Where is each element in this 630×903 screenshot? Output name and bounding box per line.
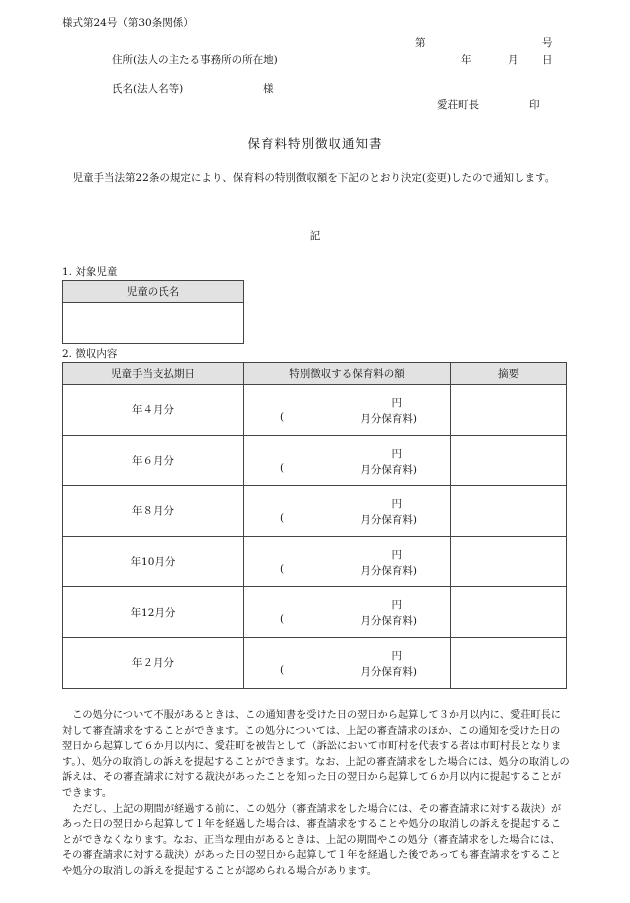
amount-cell (244, 637, 451, 688)
yen-label: 円 (391, 498, 402, 511)
remark-cell (451, 536, 567, 587)
table-row (63, 536, 567, 587)
open-paren: ( (280, 411, 285, 423)
document-title: 保育料特別徴収通知書 (247, 136, 383, 151)
honorific: 様 (263, 83, 274, 95)
open-paren: ( (280, 512, 285, 525)
col-amount: 特別徴収する保育料の額 (244, 363, 451, 385)
period-cell: 年８月分 (63, 486, 244, 537)
month-fee-label: 月分保育料) (360, 413, 417, 425)
amount-cell (244, 536, 451, 587)
intro-paragraph: 児童手当法第22条の規定により、保育料の特別徴収額を下記のとおり決定(変更)したので通知します。 (72, 172, 556, 184)
remark-cell (451, 385, 567, 436)
appeal-notice (62, 708, 570, 880)
amount-cell (244, 587, 451, 638)
notice-paragraph: ただし、上記の期間が経過する前に、この処分（審査請求をした場合には、その審査請求に対する裁決）があった日の翌日から起算して１年を経過した場合は、審査請求をすることや処分の取消しの訴えを提起することができなくなります。なお、正当な理由があるときは、上記の期間やこの処分（審査請求をした場合には、その審査請求に対する裁決）があった日の翌日から起算して１年を経過した後であっても審査請求をすることや処分の取消しの訴えを提起することが認められる場合があります。 (62, 803, 562, 877)
period-cell: 年12月分 (63, 587, 244, 638)
number-suffix: 号 (542, 37, 553, 49)
remark-cell (451, 637, 567, 688)
address-label: 住所(法人の主たる事務所の所在地) (112, 54, 278, 66)
seal: 印 (529, 99, 540, 111)
notice-paragraph: この処分について不服があるときは、この通知書を受けた日の翌日から起算して３か月以内に、愛荘町長に対して審査請求をすることができます。この処分については、上記の審査請求のほか、この通知を受けた日の翌日から起算して６か月以内に、愛荘町を被告として（訴訟において市町村を代表する者は市町村長となります。）、処分の取消しの訴えを提起することができます。なお、上記の審査請求をした場合には、処分の取消しの訴えは、その審査請求に対する裁決があったことを知った日の翌日から起算して６か月以内に提起することができます。 (62, 710, 570, 799)
yen-label: 円 (391, 397, 402, 409)
form-number: 様式第24号（第30条関係） (62, 17, 194, 29)
month-fee-label: 月分保育料) (360, 463, 417, 476)
month-fee-label: 月分保育料) (360, 514, 417, 527)
table-row (63, 637, 567, 688)
number-prefix: 第 (415, 37, 426, 49)
month-fee-label: 月分保育料) (360, 615, 417, 628)
date-day: 日 (542, 54, 553, 66)
name-label: 氏名(法人名等) (112, 83, 184, 95)
open-paren: ( (280, 562, 285, 575)
table-row (63, 587, 567, 638)
amount-cell (244, 435, 451, 486)
yen-label: 円 (391, 548, 402, 561)
child-name-cell (63, 303, 244, 344)
table-row (63, 486, 567, 537)
section1-heading: 1. 対象児童 (62, 266, 118, 278)
child-table (62, 280, 244, 344)
col-remarks: 摘要 (451, 363, 567, 385)
section2-heading: 2. 徴収内容 (62, 348, 118, 360)
remark-cell (451, 486, 567, 537)
table-row (63, 385, 567, 436)
open-paren: ( (280, 663, 285, 676)
open-paren: ( (280, 613, 285, 626)
date-year: 年 (461, 54, 472, 66)
remark-cell (451, 435, 567, 486)
amount-cell (244, 486, 451, 537)
yen-label: 円 (391, 447, 402, 460)
period-cell: 年２月分 (63, 637, 244, 688)
remark-cell (451, 587, 567, 638)
col-payment-date: 児童手当支払期日 (63, 363, 244, 385)
amount-cell (244, 385, 451, 436)
collection-table (62, 362, 567, 689)
period-cell: 年10月分 (63, 536, 244, 587)
table-row (63, 435, 567, 486)
child-name-header: 児童の氏名 (63, 281, 244, 303)
yen-label: 円 (391, 649, 402, 662)
period-cell: 年４月分 (63, 385, 244, 436)
month-fee-label: 月分保育料) (360, 665, 417, 678)
period-cell: 年６月分 (63, 435, 244, 486)
ki-marker: 記 (309, 230, 321, 242)
open-paren: ( (280, 461, 285, 474)
issuer: 愛荘町長 (437, 99, 479, 111)
yen-label: 円 (391, 599, 402, 612)
date-month: 月 (508, 54, 519, 66)
month-fee-label: 月分保育料) (360, 564, 417, 577)
